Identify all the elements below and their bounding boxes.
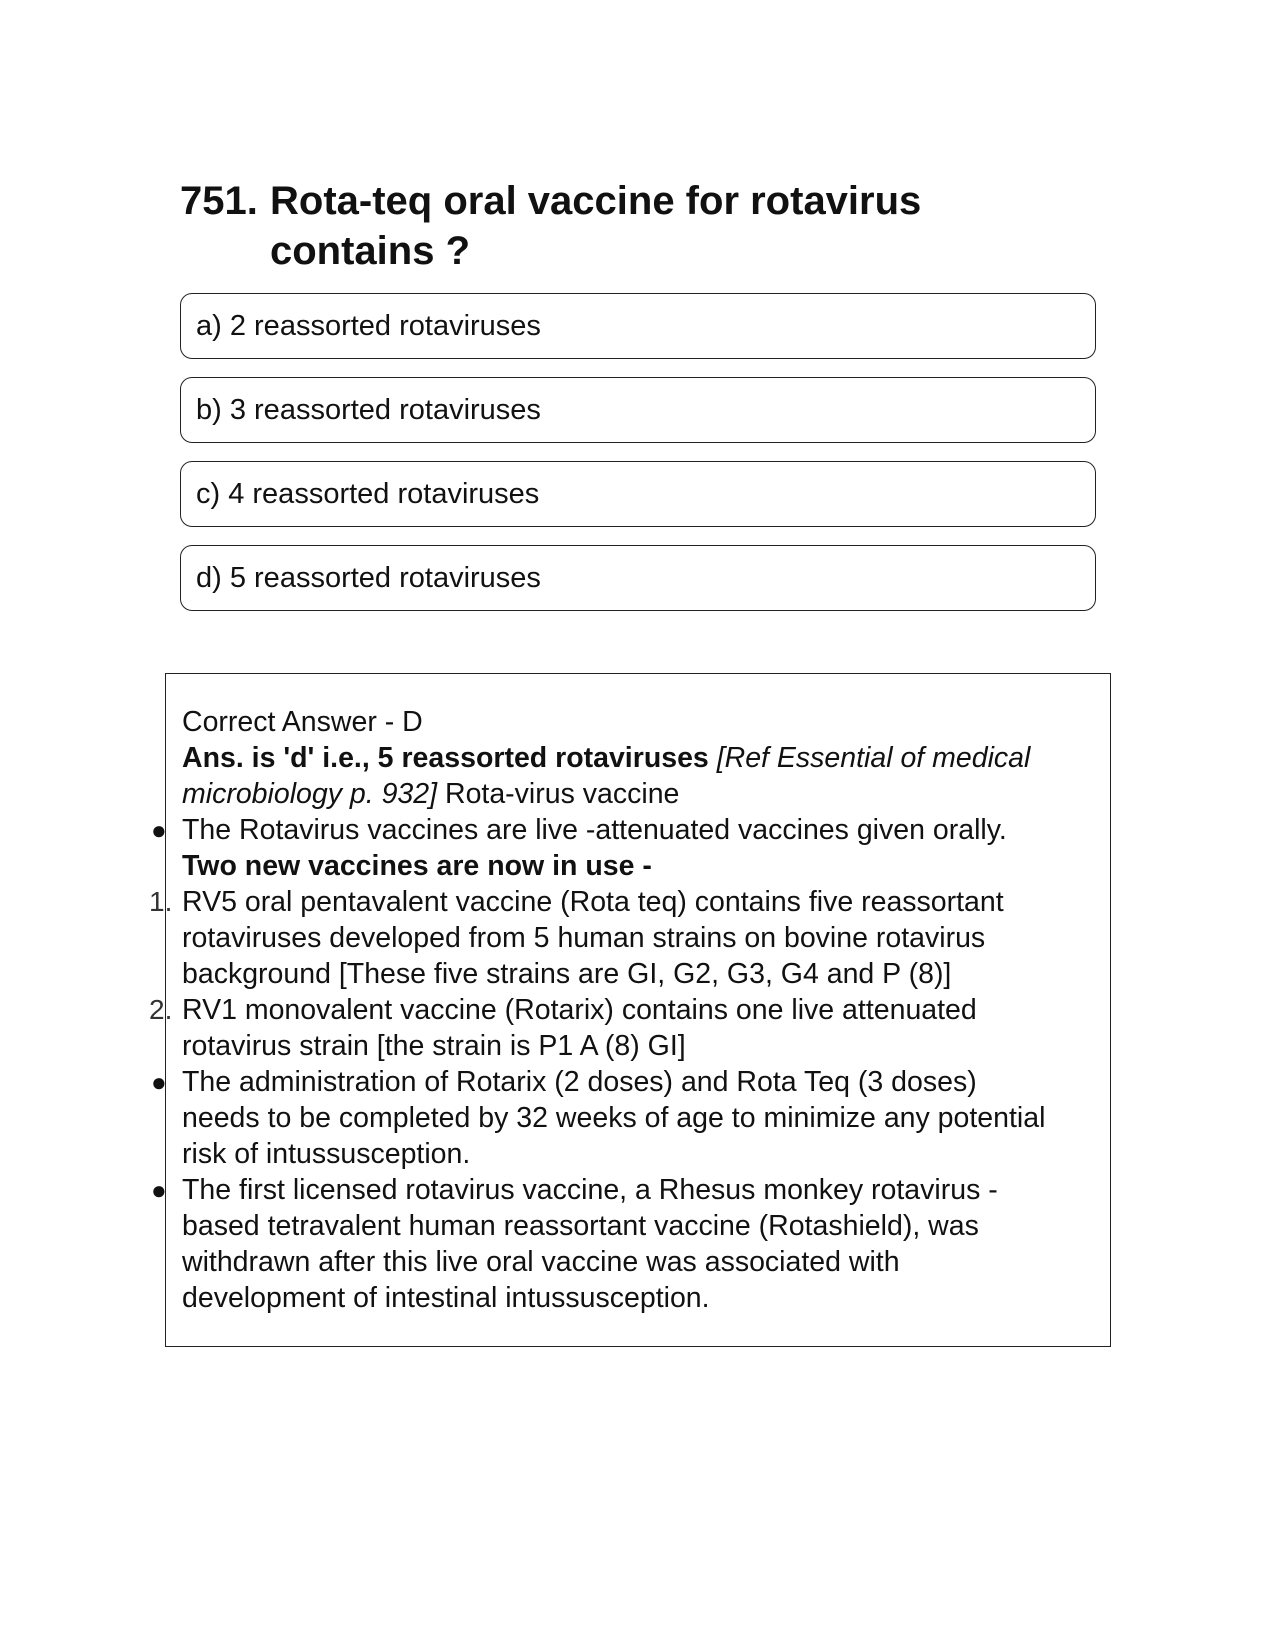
bullet-item-3-line-4: development of intestinal intussusception. (182, 1282, 710, 1314)
bullet-icon: ● (151, 1175, 167, 1205)
reference-part-1: [Ref Essential of medical (716, 742, 1031, 774)
option-a[interactable]: a) 2 reassorted rotaviruses (180, 293, 1096, 359)
bullet-item-3-line-2: based tetravalent human reassortant vaccine (Rotashield), was (182, 1210, 979, 1242)
correct-answer: Correct Answer - D (182, 706, 423, 738)
question-heading (180, 176, 980, 276)
reference-part-2: microbiology p. 932] (182, 778, 438, 810)
option-d[interactable]: d) 5 reassorted rotaviruses (180, 545, 1096, 611)
option-c[interactable]: c) 4 reassorted rotaviruses (180, 461, 1096, 527)
numbered-item-1-line-2: rotaviruses developed from 5 human strains on bovine rotavirus (182, 922, 986, 954)
numbered-item-1: 1. RV5 oral pentavalent vaccine (Rota teq) contains five reassortant (149, 886, 1004, 918)
list-number-1: 1. (149, 886, 173, 917)
numbered-item-2-line-2: rotavirus strain [the strain is P1 A (8) GI] (182, 1030, 686, 1062)
question-text (270, 176, 921, 276)
bullet-item-2-line-2: needs to be completed by 32 weeks of age to minimize any potential (182, 1102, 1046, 1134)
bullet-icon: ● (151, 815, 167, 845)
answer-statement: Ans. is 'd' i.e., 5 reassorted rotaviruses (182, 742, 709, 774)
question-number: 751. (180, 179, 258, 223)
bullet-icon: ● (151, 1067, 167, 1097)
answer-explanation-box (149, 673, 1111, 1347)
numbered-item-2: 2. RV1 monovalent vaccine (Rotarix) contains one live attenuated (149, 994, 977, 1026)
option-b[interactable]: b) 3 reassorted rotaviruses (180, 377, 1096, 443)
bullet-item-3-line-3: withdrawn after this live oral vaccine was associated with (182, 1246, 900, 1278)
subheading: Two new vaccines are now in use - (182, 850, 652, 882)
answer-content (149, 704, 1087, 1316)
bullet-item-2: ● The administration of Rotarix (2 doses) and Rota Teq (3 doses) (151, 1066, 977, 1098)
question-text-line-1: Rota-teq oral vaccine for rotavirus (270, 179, 922, 223)
topic-title: Rota-virus vaccine (444, 778, 680, 810)
bullet-item-2-line-3: risk of intussusception. (182, 1138, 471, 1170)
answer-line (182, 740, 1087, 776)
question-text-line-2: contains ? (270, 229, 471, 273)
bullet-item-1: ● The Rotavirus vaccines are live -attenuated vaccines given orally. (151, 814, 1007, 846)
bullet-item-3: ● The first licensed rotavirus vaccine, a Rhesus monkey rotavirus - (151, 1174, 998, 1206)
numbered-item-1-line-3: background [These five strains are GI, G2, G3, G4 and P (8)] (182, 958, 952, 990)
reference-line (182, 776, 1087, 812)
list-number-2: 2. (149, 994, 173, 1025)
